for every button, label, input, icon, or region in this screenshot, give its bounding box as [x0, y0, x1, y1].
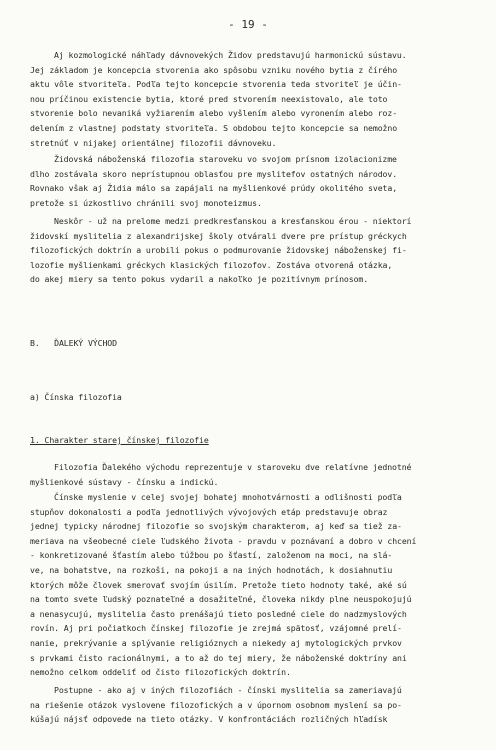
text-line: myšlienkové sústavy - čínsku a indickú. [30, 476, 219, 487]
text-line: ktorých môže človek smerovať svojím úsilím. Pretože tieto hodnoty také, aké sú [30, 579, 407, 590]
text-line: Židovská náboženská filozofia staroveku vo svojom prísnom izolacionizme [54, 154, 397, 164]
paragraph [30, 214, 492, 287]
text-line: dlho zostávala skoro neprístupnou oblasťou pre myslitefov ostatných národov. [30, 168, 398, 179]
text-line: meriava na všeobecné ciele ľudského života - pravdu v poznávaní a dobro v chcení [30, 535, 417, 546]
paragraph [30, 490, 492, 680]
text-line: na riešenie otázok vyslovene filozofických a v úpornom osobnom myslení sa po- [30, 699, 402, 710]
subsection-heading: a) Čínska filozofia [30, 392, 122, 402]
text-line: a nenasycujú, myslitelia často prenášajú tieto posledné ciele do nadzmyslových [30, 608, 407, 619]
text-line: stvorenie bolo nevaniká vyžiarením alebo vyšlením alebo vyronením alebo roz- [30, 108, 398, 119]
text-line: delením z vlastnej podstaty stvoriteľa. S obdobou tejto koncepcie sa nemožno [30, 122, 398, 133]
text-line: Neskôr - už na prelome medzi predkresťanskou a kresťanskou érou - niektorí [54, 216, 412, 226]
text-line: Aj kozmologické náhľady dávnovekých Židov predstavujú harmonickú sústavu. [54, 50, 407, 60]
text-line: Čínske myslenie v celej svojej bohatej mnohotvárnosti a odlišnosti podľa [54, 492, 402, 502]
text-line: ve, na bohatstve, na rozkoši, na pokoji a na iných hodnotách, k dosiahnutiu [30, 564, 393, 575]
text-line: nanie, prekrývanie a splývanie religióznych a niekedy aj mytologických prvkov [30, 637, 402, 648]
text-line: stretnúť v nijakej orientálnej filozofii dávnoveku. [30, 137, 277, 148]
paragraph [30, 460, 492, 489]
text-line: s prvkami čisto racionálnymi, a to až do tej miery, že náboženské doktríny ani [30, 652, 407, 663]
text-line: Rovnako však aj Židia málo sa zapájali na myšlienkové prúdy okolitého sveta, [30, 183, 398, 194]
text-line: Postupne - ako aj v iných filozofiách - čínski myslitelia sa zameriavajú [54, 685, 402, 695]
page-number: - 19 - [228, 18, 268, 31]
chapter-title: 1. Charakter starej čínskej filozofie [30, 435, 209, 445]
text-line: Filozofia Ďalekého východu reprezentuje v staroveku dve relatívne jednotné [54, 462, 412, 472]
text-line: rovín. Aj pri počiatkoch čínskej filozofie je zrejmá spätosť, vzájomné prelí- [30, 623, 402, 634]
text-line: nemožno celkom oddeliť od čisto filozofických doktrín. [30, 667, 291, 678]
paragraph [30, 152, 492, 210]
text-line: pretože si úzkostlivo chránili svoj monoteizmus. [30, 197, 262, 208]
text-line: Jej základom je koncepcia stvorenia ako spôsobu vzniku nového bytia z čírého [30, 64, 398, 75]
text-line: nou príčinou existencie bytia, ktoré pred stvorením neexistovalo, ale toto [30, 93, 388, 104]
paragraph [30, 48, 492, 150]
text-line: stupňov dokonalosti a podľa jednotlivých vývojových etáp predstavuje obraz [30, 506, 388, 517]
section-heading: B. ĎALEKÝ VÝCHOD [30, 338, 117, 348]
text-line: aktu vôle stvoriteľa. Podľa tejto koncepcie stvorenia teda stvoriteľ je účin- [30, 79, 402, 90]
text-line: lozofie myšlienkami gréckych klasických filozofov. Zostáva otvorená otázka, [30, 259, 393, 270]
text-line: židovskí myslitelia z alexandrijskej školy otvárali dvere pre prístup gréckych [30, 230, 407, 241]
text-line: filozofických doktrín a urobili pokus o podmurovanie židovskej náboženskej fi- [30, 245, 407, 256]
paragraph [30, 683, 492, 727]
text-line: jednej typicky národnej filozofie so svojským charakterom, aj keď sa tiež za- [30, 521, 402, 532]
text-line: do akej miery sa tento pokus vydaril a nakoľko je pozitívnym prínosom. [30, 274, 369, 285]
text-line: kúšajú nájsť odpovede na tieto otázky. V konfrontáciách rozličných hľadísk [30, 714, 388, 725]
text-line: na tomto svete ľudský poznateľné a dosažiteľné, človeka nikdy plne neuspokojujú [30, 594, 412, 605]
text-line: - konkretizované šťastím alebo túžbou po šťastí, založenom na moci, na slá- [30, 550, 393, 561]
